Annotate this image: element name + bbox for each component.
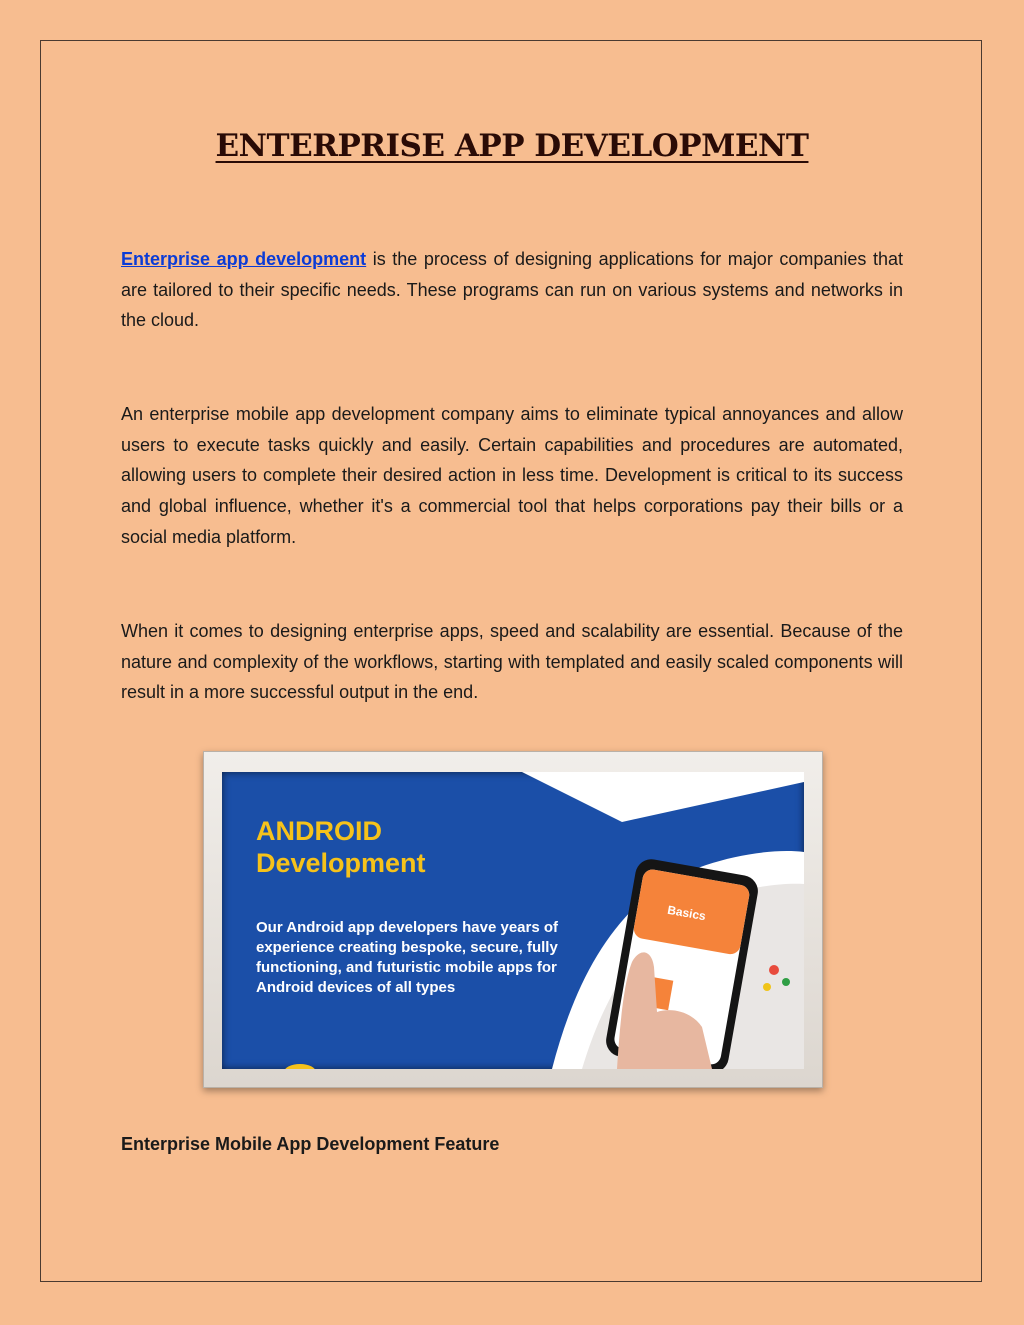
intro-text: is the process of designing applications for major companies that are tailored to their specific needs. These programs can run on various systems and networks in the cloud. (121, 249, 903, 331)
phone-screen-title: Basics (666, 902, 707, 924)
banner-image-frame (203, 751, 823, 1088)
banner-title-line1: ANDROID (256, 816, 382, 846)
enterprise-app-development-link[interactable]: Enterprise app development (121, 249, 367, 269)
section-heading: Enterprise Mobile App Development Feature (121, 1134, 500, 1154)
banner-title-line2: Development (256, 848, 426, 878)
intro-paragraph (121, 244, 903, 336)
banner-description: Our Android app developers have years of experience creating bespoke, secure, fully functioning, and futuristic mobile apps for Android devices of all types (256, 919, 559, 996)
android-development-banner (222, 772, 804, 1069)
banner-title (256, 815, 426, 879)
paragraph-2: An enterprise mobile app development company aims to eliminate typical annoyances and allow users to execute tasks quickly and easily. Certain capabilities and procedures are automated, allowing users to complete their desired action in less time. Development is critical to its success and global influence, whether it's a commercial tool that helps corporations pay their bills or a social media platform. (121, 404, 903, 547)
page-title: ENTERPRISE APP DEVELOPMENT (215, 128, 809, 164)
paragraph-3: When it comes to designing enterprise apps, speed and scalability are essential. Because of the nature and complexity of the workflows, starting with templated and easily scaled components will result in a more successful output in the end. (121, 621, 903, 703)
